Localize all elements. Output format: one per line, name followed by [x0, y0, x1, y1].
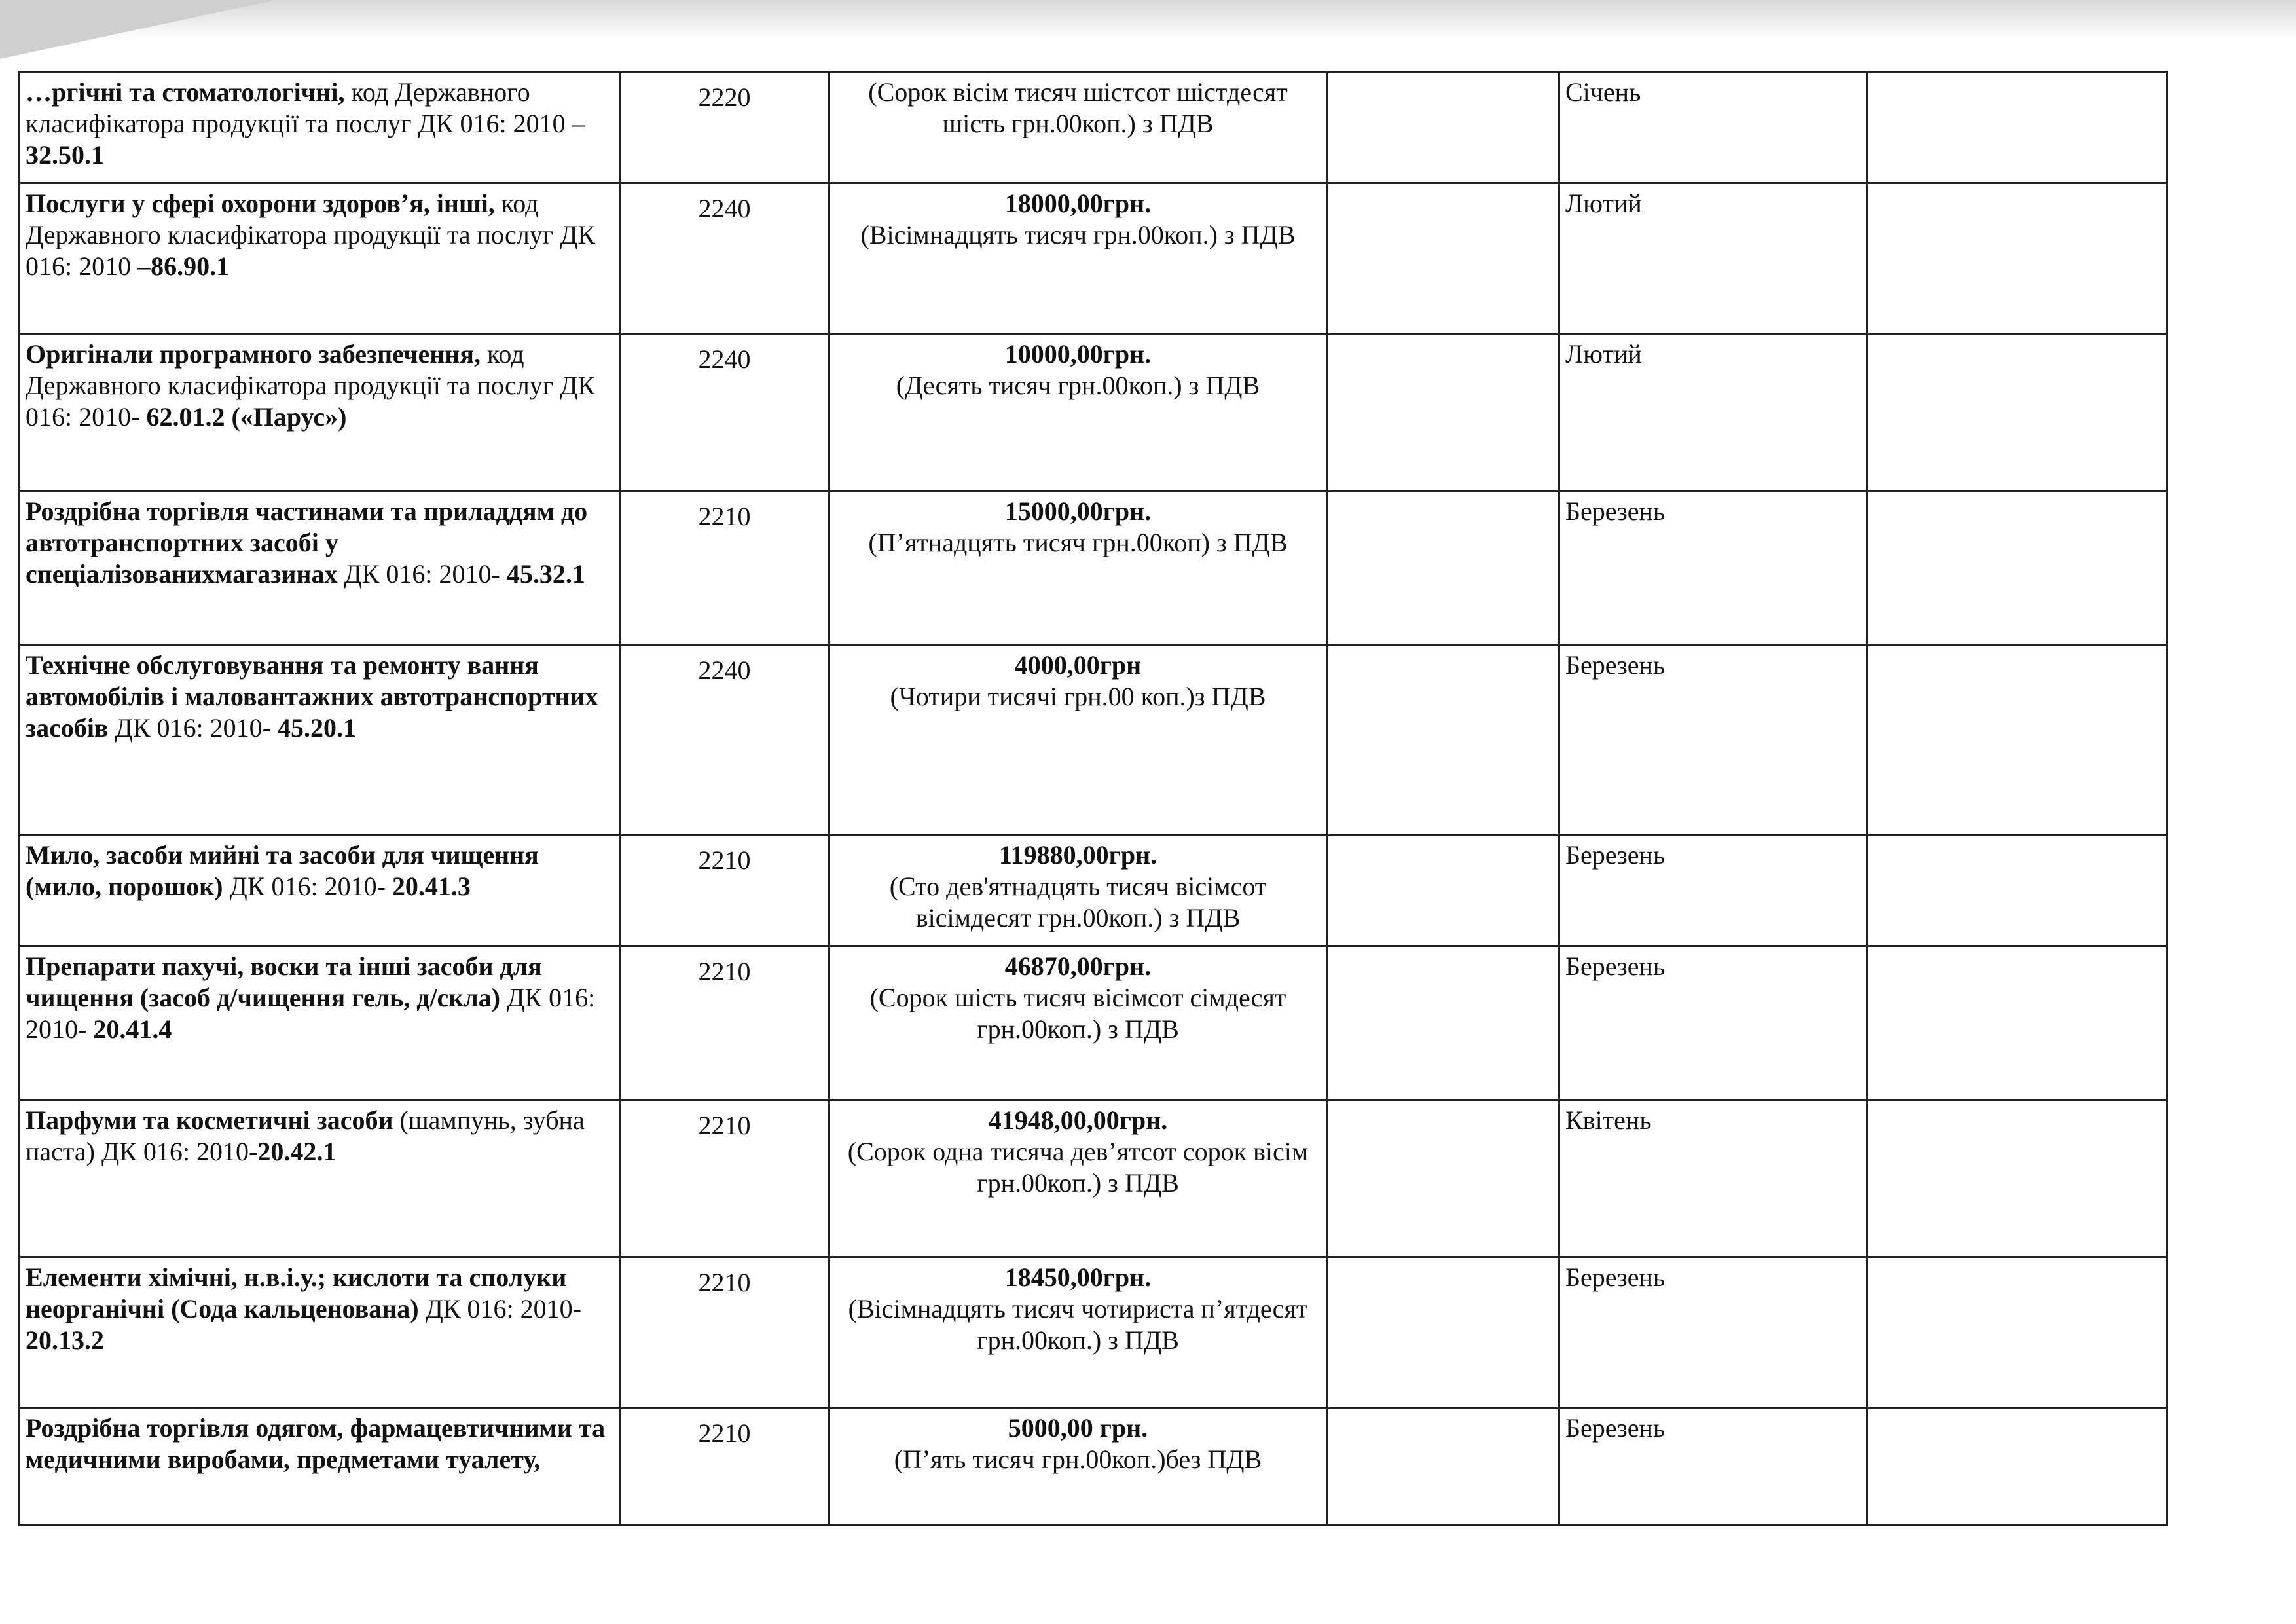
procedure-cell [1327, 1100, 1559, 1257]
item-name-cell [20, 72, 620, 183]
scan-page-curl [0, 0, 275, 59]
procedure-cell [1327, 645, 1559, 835]
item-name-bold: Оригінали програмного забезпечення, [26, 339, 481, 369]
sum-words: (Вісімнадцять тисяч грн.00коп.) з ПДВ [860, 220, 1296, 249]
procedure-cell [1327, 946, 1559, 1100]
item-code: 20.41.3 [392, 872, 471, 901]
term-cell [1559, 835, 1867, 946]
table-row [20, 491, 2167, 645]
kekv-cell [620, 183, 829, 334]
sum-amount: 119880,00грн. [998, 840, 1157, 870]
table-row [20, 645, 2167, 835]
note-cell [1867, 1100, 2167, 1257]
term-month: Квітень [1565, 1105, 1652, 1135]
item-code: 20.42.1 [257, 1137, 337, 1166]
term-cell [1559, 1100, 1867, 1257]
sum-words: (Вісімнадцять тисяч чотириста п’ятдесят грн.00коп.) з ПДВ [848, 1294, 1308, 1355]
term-month: Січень [1565, 77, 1641, 107]
table-row [20, 1100, 2167, 1257]
sum-amount: 4000,00грн [1014, 650, 1142, 680]
procedure-cell [1327, 334, 1559, 491]
table-row [20, 1408, 2167, 1526]
table-row [20, 334, 2167, 491]
kekv-cell [620, 1100, 829, 1257]
item-name-bold: Препарати пахучі, воски та інші засоби для чищення (засоб д/чищення гель, д/скла) [26, 951, 542, 1012]
item-name-cell [20, 835, 620, 946]
sum-words: (Сорок шість тисяч вісімсот сімдесят грн.00коп.) з ПДВ [869, 983, 1286, 1044]
sum-cell [829, 1408, 1327, 1526]
item-name-cell [20, 1408, 620, 1526]
item-name-text: ДК 016: 2010- [108, 713, 278, 743]
item-name-cell [20, 946, 620, 1100]
item-code: 45.20.1 [277, 713, 356, 743]
sum-amount: 15000,00грн. [1004, 496, 1152, 526]
term-month: Лютий [1565, 189, 1642, 218]
table-row [20, 946, 2167, 1100]
table-row [20, 72, 2167, 183]
item-name-text: ДК 016: 2010- [418, 1294, 581, 1323]
item-name-cell [20, 334, 620, 491]
item-name-bold: Парфуми та косметичні засоби [26, 1105, 393, 1135]
item-name-bold: Послуги у сфері охорони здоров’я, інші, [26, 189, 495, 218]
table-row [20, 835, 2167, 946]
item-name-text: код Державного класифікатора продукції та послуг ДК 016: 2010- [26, 339, 596, 432]
kekv-code: 2210 [698, 1418, 751, 1448]
kekv-code: 2240 [698, 655, 751, 685]
note-cell [1867, 72, 2167, 183]
kekv-code: 2210 [698, 1111, 751, 1140]
kekv-code: 2240 [698, 344, 751, 374]
note-cell [1867, 1408, 2167, 1526]
procedure-cell [1327, 72, 1559, 183]
term-cell [1559, 645, 1867, 835]
term-month: Березень [1565, 650, 1666, 680]
table-row [20, 183, 2167, 334]
procedure-cell [1327, 1408, 1559, 1526]
sum-amount: 10000,00грн. [1004, 339, 1152, 369]
kekv-code: 2210 [698, 845, 751, 875]
item-code: 86.90.1 [151, 251, 230, 281]
note-cell [1867, 1257, 2167, 1408]
kekv-cell [620, 946, 829, 1100]
item-name-text: ДК 016: 2010- [26, 983, 596, 1044]
sum-words: (П’ять тисяч грн.00коп.)без ПДВ [894, 1445, 1262, 1474]
item-code: 62.01.2 («Парус») [146, 402, 347, 432]
item-name-bold: …ргічні та стоматологічні, [26, 77, 345, 107]
kekv-code: 2240 [698, 194, 751, 223]
item-name-text: ДК 016: 2010- [337, 559, 507, 589]
term-month: Березень [1565, 1413, 1666, 1443]
item-code: 32.50.1 [26, 140, 104, 170]
sum-amount: 46870,00грн. [1004, 951, 1152, 981]
kekv-cell [620, 491, 829, 645]
item-name-bold: Роздрібна торгівля частинами та приладдям до автотранспортних засобі у спеціалізованихмагазинах [26, 496, 588, 589]
sum-amount: 5000,00 грн. [1008, 1413, 1148, 1443]
item-name-text: код Державного класифікатора продукції та послуг ДК 016: 2010 – [26, 77, 585, 138]
sum-cell [829, 645, 1327, 835]
sum-cell [829, 72, 1327, 183]
sum-cell [829, 183, 1327, 334]
sum-words: (Сто дев'ятнадцять тисяч вісімсот вісімдесят грн.00коп.) з ПДВ [889, 872, 1267, 932]
kekv-cell [620, 1408, 829, 1526]
table-body [20, 72, 2167, 1526]
note-cell [1867, 946, 2167, 1100]
sum-cell [829, 946, 1327, 1100]
item-name-bold: Роздрібна торгівля одягом, фармацевтичними та медичними виробами, предметами туалету, [26, 1413, 606, 1474]
sum-cell [829, 1257, 1327, 1408]
term-cell [1559, 72, 1867, 183]
note-cell [1867, 835, 2167, 946]
item-name-cell [20, 645, 620, 835]
item-name-cell [20, 1100, 620, 1257]
term-month: Березень [1565, 951, 1666, 981]
item-code: 20.41.4 [93, 1014, 172, 1044]
kekv-cell [620, 645, 829, 835]
procedure-cell [1327, 491, 1559, 645]
sum-words: (Чотири тисячі грн.00 коп.)з ПДВ [890, 682, 1266, 711]
term-month: Березень [1565, 840, 1666, 870]
sum-cell [829, 835, 1327, 946]
term-month: Березень [1565, 496, 1666, 526]
item-name-cell [20, 1257, 620, 1408]
procedure-cell [1327, 183, 1559, 334]
sum-amount: 18000,00грн. [1004, 189, 1152, 218]
sum-amount: 41948,00,00грн. [988, 1105, 1168, 1135]
term-cell [1559, 1408, 1867, 1526]
kekv-cell [620, 1257, 829, 1408]
sum-cell [829, 334, 1327, 491]
sum-amount: 18450,00грн. [1004, 1263, 1152, 1292]
sum-words: (Сорок одна тисяча дев’ятсот сорок вісім грн.00коп.) з ПДВ [847, 1137, 1309, 1198]
kekv-code: 2210 [698, 502, 751, 531]
term-cell [1559, 1257, 1867, 1408]
sum-words: (П’ятнадцять тисяч грн.00коп) з ПДВ [868, 528, 1288, 557]
term-cell [1559, 334, 1867, 491]
kekv-code: 2210 [698, 957, 751, 986]
procedure-cell [1327, 1257, 1559, 1408]
procurement-plan-table [18, 71, 2168, 1526]
term-month: Лютий [1565, 339, 1642, 369]
item-name-text: ДК 016: 2010- [223, 872, 392, 901]
item-code: 20.13.2 [26, 1325, 104, 1355]
term-cell [1559, 946, 1867, 1100]
note-cell [1867, 183, 2167, 334]
scan-top-shadow [0, 0, 2296, 39]
item-name-cell [20, 183, 620, 334]
term-month: Березень [1565, 1263, 1666, 1292]
sum-cell [829, 1100, 1327, 1257]
term-cell [1559, 183, 1867, 334]
item-name-cell [20, 491, 620, 645]
kekv-code: 2220 [698, 83, 751, 112]
kekv-cell [620, 72, 829, 183]
item-name-text: код Державного класифікатора продукції та послуг ДК 016: 2010 – [26, 189, 596, 281]
item-name-text: (шампунь, зубна паста) ДК 016: 2010- [26, 1105, 585, 1166]
procedure-cell [1327, 835, 1559, 946]
sum-words: (Десять тисяч грн.00коп.) з ПДВ [896, 371, 1260, 400]
item-name-bold: Мило, засоби мийні та засоби для чищення (мило, порошок) [26, 840, 539, 901]
item-name-bold: Елементи хімічні, н.в.і.у.; кислоти та сполуки неорганічні (Сода кальценована) [26, 1263, 567, 1323]
sum-words: (Сорок вісім тисяч шістсот шістдесят шість грн.00коп.) з ПДВ [868, 77, 1288, 138]
table-row [20, 1257, 2167, 1408]
kekv-code: 2210 [698, 1268, 751, 1297]
item-code: 45.32.1 [506, 559, 585, 589]
term-cell [1559, 491, 1867, 645]
note-cell [1867, 334, 2167, 491]
sum-cell [829, 491, 1327, 645]
note-cell [1867, 645, 2167, 835]
item-name-bold: Технічне обслуговування та ремонту вання автомобілів і маловантажних автотранспортних засобів [26, 650, 598, 743]
kekv-cell [620, 835, 829, 946]
note-cell [1867, 491, 2167, 645]
kekv-cell [620, 334, 829, 491]
